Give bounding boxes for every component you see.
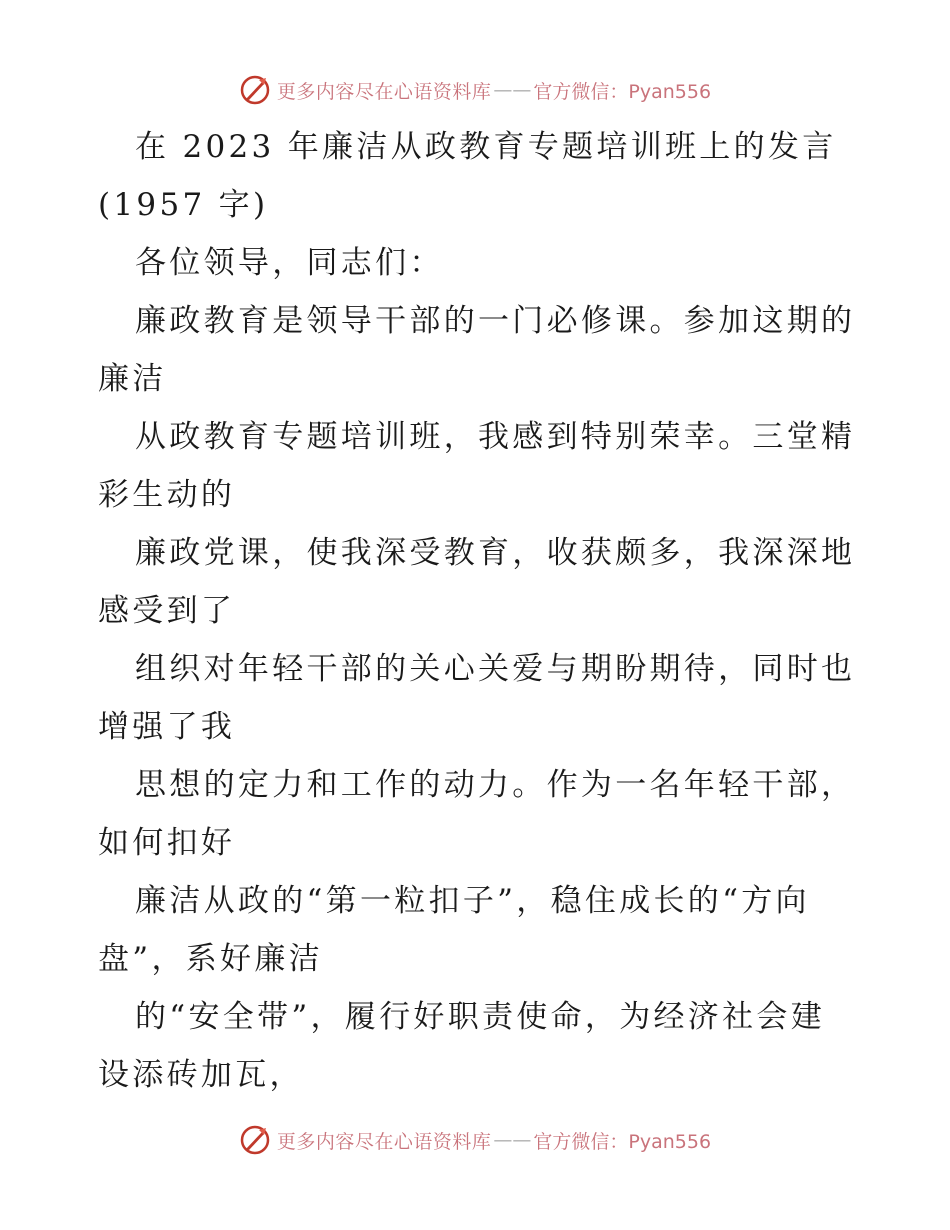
salutation: 各位领导，同志们： — [135, 245, 444, 281]
body-line: 从政教育专题培训班，我感到特别荣幸。三堂精 — [135, 419, 856, 455]
watermark-separator: —— — [493, 1129, 532, 1151]
body-line: 如何扣好 — [98, 825, 236, 861]
watermark-header — [0, 70, 950, 110]
body-line: 廉政教育是领导干部的一门必修课。参加这期的 — [135, 303, 856, 339]
body-line: 盘”，系好廉洁 — [98, 941, 323, 977]
body-line: 组织对年轻干部的关心关爱与期盼期待，同时也 — [135, 651, 856, 687]
body-line: 廉洁 — [98, 361, 167, 397]
document-title-line-2: (1957 字) — [98, 187, 269, 223]
body-line: 设添砖加瓦， — [98, 1057, 304, 1093]
body-line: 的“安全带”，履行好职责使命，为经济社会建 — [135, 999, 825, 1035]
quill-logo-icon — [239, 1124, 271, 1156]
watermark-footer — [0, 1120, 950, 1160]
watermark-separator: —— — [493, 79, 532, 101]
document-body — [98, 118, 854, 1104]
watermark-contact: 官方微信：Pyan556 — [533, 80, 712, 103]
body-line: 增强了我 — [98, 709, 236, 745]
body-line: 彩生动的 — [98, 477, 236, 513]
body-line: 廉洁从政的“第一粒扣子”，稳住成长的“方向 — [135, 883, 810, 919]
body-line: 感受到了 — [98, 593, 236, 629]
watermark-contact: 官方微信：Pyan556 — [533, 1130, 712, 1153]
body-line: 思想的定力和工作的动力。作为一名年轻干部， — [135, 767, 856, 803]
watermark-brand: 更多内容尽在心语资料库 — [276, 1130, 492, 1153]
body-line: 廉政党课，使我深受教育，收获颇多，我深深地 — [135, 535, 856, 571]
watermark-brand: 更多内容尽在心语资料库 — [276, 80, 492, 103]
quill-logo-icon — [239, 74, 271, 106]
document-title-line-1: 在 2023 年廉洁从政教育专题培训班上的发言 — [135, 129, 837, 165]
